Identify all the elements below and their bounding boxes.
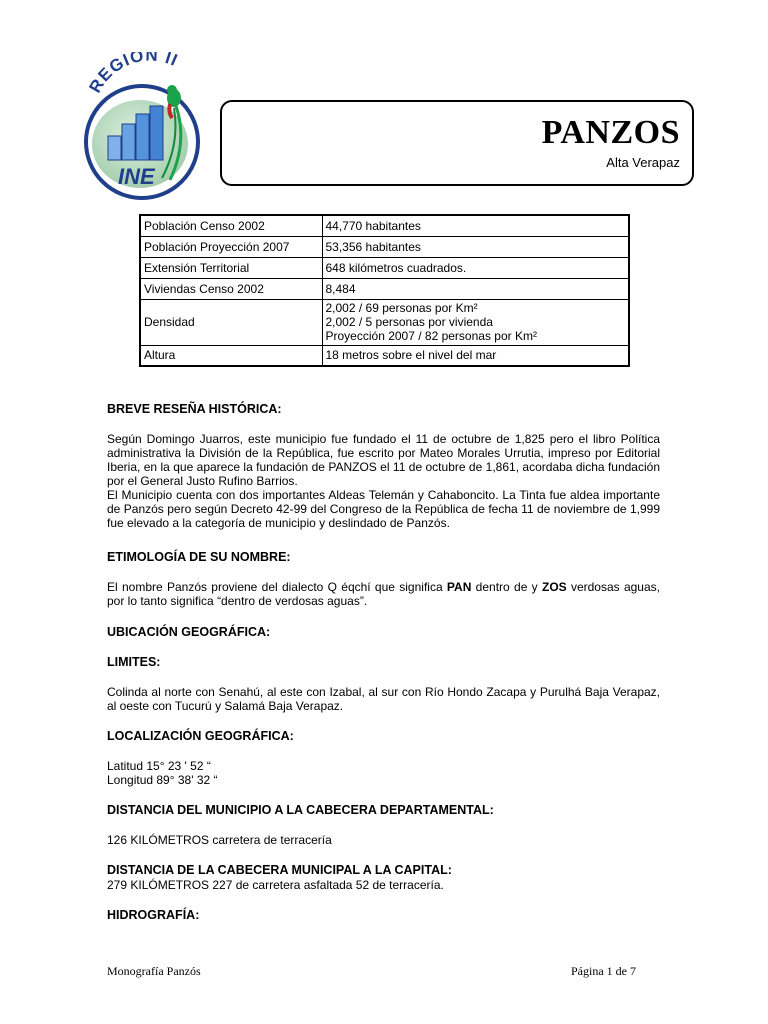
dist-capital-text: 279 KILÓMETROS 227 de carretera asfaltada 52 de terracería. bbox=[107, 878, 444, 892]
historia-heading: BREVE RESEÑA HISTÓRICA: bbox=[107, 402, 282, 416]
historia-p1: Según Domingo Juarros, este municipio fue fundado el 11 de octubre de 1,825 pero el libro Política administrativa la División de la República, fue escrito por Mateo Morales Urrutia, impreso por Editorial Iberia, en la que aparece la fundación de PANZOS el 11 de octubre de 1,861, acordaba dicha fundación por el General Justo Rufino Barrios. bbox=[107, 432, 660, 488]
footer-document-name: Monografía Panzós bbox=[107, 964, 201, 978]
hidrografia-heading: HIDROGRAFÍA: bbox=[107, 908, 200, 922]
logo-letters: INE bbox=[118, 164, 155, 189]
table-row bbox=[140, 236, 629, 257]
dist-cabecera-text: 126 KILÓMETROS carretera de terracería bbox=[107, 833, 332, 847]
stat-value: 44,770 habitantes bbox=[322, 215, 629, 236]
stat-label: Viviendas Censo 2002 bbox=[140, 278, 322, 299]
table-row bbox=[140, 215, 629, 236]
longitud-line: Longitud 89° 38' 32 “ bbox=[107, 773, 218, 787]
stats-table bbox=[139, 214, 630, 367]
logo-arc-text: REGION II bbox=[85, 52, 181, 97]
dist-cabecera-heading: DISTANCIA DEL MUNICIPIO A LA CABECERA DEPARTAMENTAL: bbox=[107, 803, 494, 817]
stat-value: 18 metros sobre el nivel del mar bbox=[322, 345, 629, 366]
etimologia-text-c: verdosas aguas, por lo tanto significa “dentro de verdosas aguas”. bbox=[107, 580, 660, 608]
table-row bbox=[140, 278, 629, 299]
stat-value-line: 2,002 / 69 personas por Km² bbox=[325, 301, 478, 315]
stat-value-multiline bbox=[322, 299, 629, 345]
limites-paragraph: Colinda al norte con Senahú, al este con Izabal, al sur con Río Hondo Zacapa y Purulhá Baja Verapaz, al oeste con Tucurú y Salamá Baja Verapaz. bbox=[107, 685, 660, 713]
department-subtitle: Alta Verapaz bbox=[606, 155, 680, 170]
stat-value: 648 kilómetros cuadrados. bbox=[322, 257, 629, 278]
stat-value-line: 2,002 / 5 personas por vivienda bbox=[325, 315, 493, 329]
etimologia-text-a: El nombre Panzós proviene del dialecto Q éqchí que significa bbox=[107, 580, 447, 594]
title-box bbox=[220, 100, 694, 186]
localizacion-heading: LOCALIZACIÓN GEOGRÁFICA: bbox=[107, 729, 294, 743]
municipality-title: PANZOS bbox=[541, 114, 680, 151]
footer-page-number: Página 1 de 7 bbox=[571, 964, 636, 978]
stat-label: Densidad bbox=[140, 299, 322, 345]
table-row bbox=[140, 345, 629, 366]
etimologia-text-b: dentro de y bbox=[471, 580, 542, 594]
historia-p2: El Municipio cuenta con dos importantes Aldeas Telemán y Cahaboncito. La Tinta fue aldea importante de Panzós pero según Decreto 42-99 del Congreso de la República de fecha 11 de noviembre de 1,999 fue elevado a la categoría de municipio y deslindado de Panzós. bbox=[107, 488, 660, 530]
stat-label: Extensión Territorial bbox=[140, 257, 322, 278]
etimologia-paragraph bbox=[107, 580, 660, 608]
etimologia-zos: ZOS bbox=[541, 580, 567, 594]
etimologia-heading: ETIMOLOGÍA DE SU NOMBRE: bbox=[107, 550, 291, 564]
stat-value-line: Proyección 2007 / 82 personas por Km² bbox=[325, 329, 537, 343]
latitud-line: Latitud 15° 23 ' 52 “ bbox=[107, 759, 211, 773]
historia-paragraph bbox=[107, 432, 660, 530]
table-row bbox=[140, 257, 629, 278]
limites-heading: LIMITES: bbox=[107, 655, 161, 669]
ine-region-logo bbox=[76, 52, 216, 200]
stat-label: Altura bbox=[140, 345, 322, 366]
ubicacion-heading: UBICACIÓN GEOGRÁFICA: bbox=[107, 625, 271, 639]
stat-value: 8,484 bbox=[322, 278, 629, 299]
dist-capital-heading: DISTANCIA DE LA CABECERA MUNICIPAL A LA CAPITAL: bbox=[107, 863, 452, 877]
stat-label: Población Proyección 2007 bbox=[140, 236, 322, 257]
table-row bbox=[140, 299, 629, 345]
etimologia-pan: PAN bbox=[446, 580, 472, 594]
stat-value: 53,356 habitantes bbox=[322, 236, 629, 257]
stat-label: Población Censo 2002 bbox=[140, 215, 322, 236]
logo-graphic bbox=[76, 52, 216, 200]
